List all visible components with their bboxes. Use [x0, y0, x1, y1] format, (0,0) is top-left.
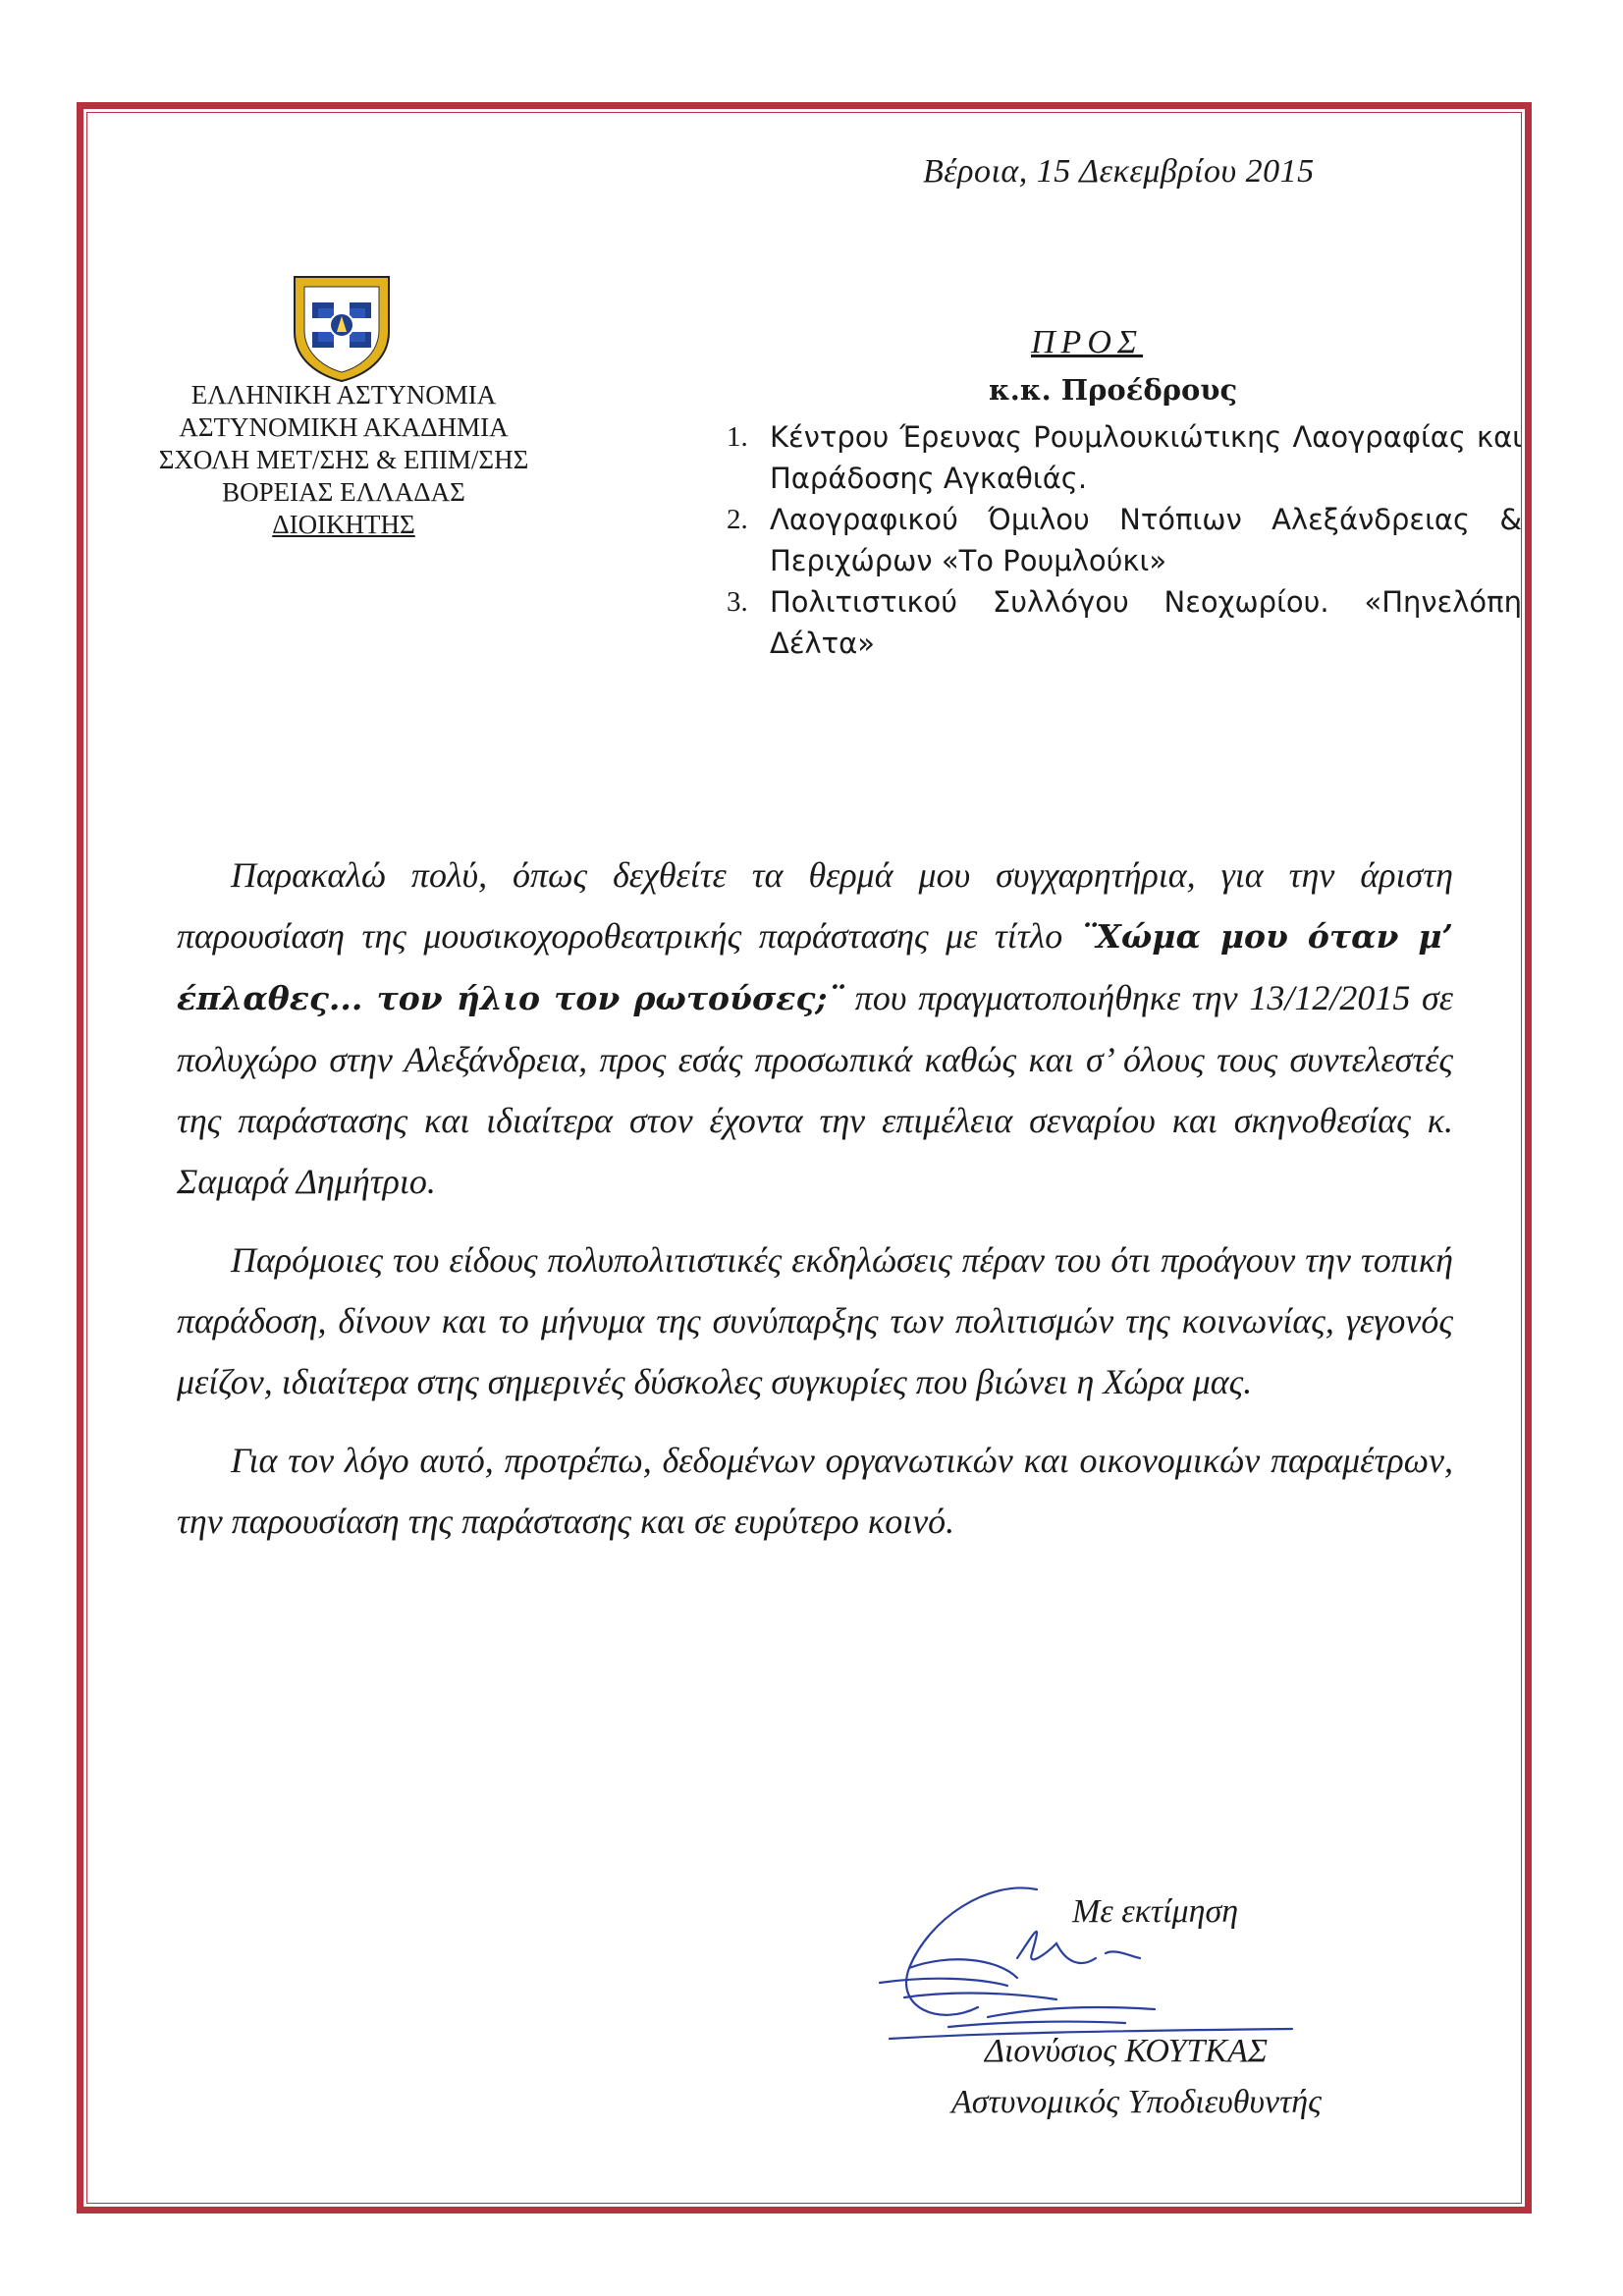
signer-name: Διονύσιος ΚΟΥΤΚΑΣ — [985, 2033, 1269, 2069]
performance-title: ¨Χώμα μου όταν μ’ έπλαθες... τον ήλιο τον ρωτούσες;¨ — [177, 917, 1454, 1017]
sender-line: ΣΧΟΛΗ ΜΕΤ/ΣΗΣ & ΕΠΙΜ/ΣΗΣ — [158, 445, 529, 474]
police-emblem-icon — [291, 273, 393, 383]
body-paragraph: Παρόμοιες του είδους πολυπολιτιστικές εκδηλώσεις πέραν του ότι προάγουν την τοπική παράδοση, δίνουν και το μήνυμα της συνύπαρξης των πολιτισμών της κοινωνίας, γεγονός μείζον, ιδιαίτερα στης σημερινές δύσκολες συγκυρίες που βιώνει η Χώρα μας. — [177, 1240, 1453, 1401]
sender-header — [128, 379, 560, 541]
list-item — [727, 581, 1522, 664]
sender-line: ΕΛΛΗΝΙΚΗ ΑΣΤΥΝΟΜΙΑ — [190, 380, 497, 410]
paragraph-text: που πραγματοποιήθηκε την 13/12/2015 σε πολυχώρο στην Αλεξάνδρεια, προς εσάς προσωπικά καθώς και σ’ όλους τους συντελεστές της παράστασης και ιδιαίτερα στον έχοντα την επιμέλεια σεναρίου και σκηνοθεσίας κ. Σαμαρά Δημήτριο. — [177, 978, 1453, 1201]
list-item-number: 3. — [727, 586, 748, 618]
list-item-text: Κέντρου Έρευνας Ρουμλουκιώτικης Λαογραφίας και Παράδοσης Αγκαθιάς. — [770, 420, 1522, 495]
recipients-subtitle: κ.κ. Προέδρους — [989, 373, 1238, 407]
letter-body — [177, 845, 1453, 1569]
list-item — [727, 416, 1522, 499]
closing-phrase: Με εκτίμηση — [1072, 1893, 1239, 1930]
recipients-list — [727, 416, 1522, 664]
signer-title: Αστυνομικός Υποδιευθυντής — [951, 2084, 1322, 2120]
paragraph-text: Παρακαλώ πολύ, όπως δεχθείτε τα θερμά μου συγχαρητήρια, για την άριστη παρουσίαση της μουσικοχοροθεατρικής παράστασης με τίτλο — [177, 855, 1453, 956]
list-item-text: Λαογραφικού Όμιλου Ντόπιων Αλεξάνδρειας & Περιχώρων «Το Ρουμλούκι» — [770, 503, 1522, 577]
sender-role: ΔΙΟΙΚΗΤΗΣ — [272, 510, 415, 539]
sender-line: ΒΟΡΕΙΑΣ ΕΛΛΑΔΑΣ — [222, 477, 465, 507]
list-item — [727, 499, 1522, 581]
sender-line: ΑΣΤΥΝΟΜΙΚΗ ΑΚΑΔΗΜΙΑ — [179, 412, 509, 442]
body-paragraph — [177, 845, 1453, 1212]
recipients-title: ΠΡΟΣ — [1031, 324, 1144, 360]
list-item-number: 2. — [727, 504, 748, 535]
list-item-text: Πολιτιστικού Συλλόγου Νεοχωρίου. «Πηνελόπη Δέλτα» — [770, 585, 1522, 660]
body-paragraph: Για τον λόγο αυτό, προτρέπω, δεδομένων οργανωτικών και οικονομικών παραμέτρων, την παρουσίαση της παράστασης και σε ευρύτερο κοινό. — [177, 1441, 1453, 1541]
letter-date: Βέροια, 15 Δεκεμβρίου 2015 — [923, 153, 1315, 190]
list-item-number: 1. — [727, 421, 748, 453]
